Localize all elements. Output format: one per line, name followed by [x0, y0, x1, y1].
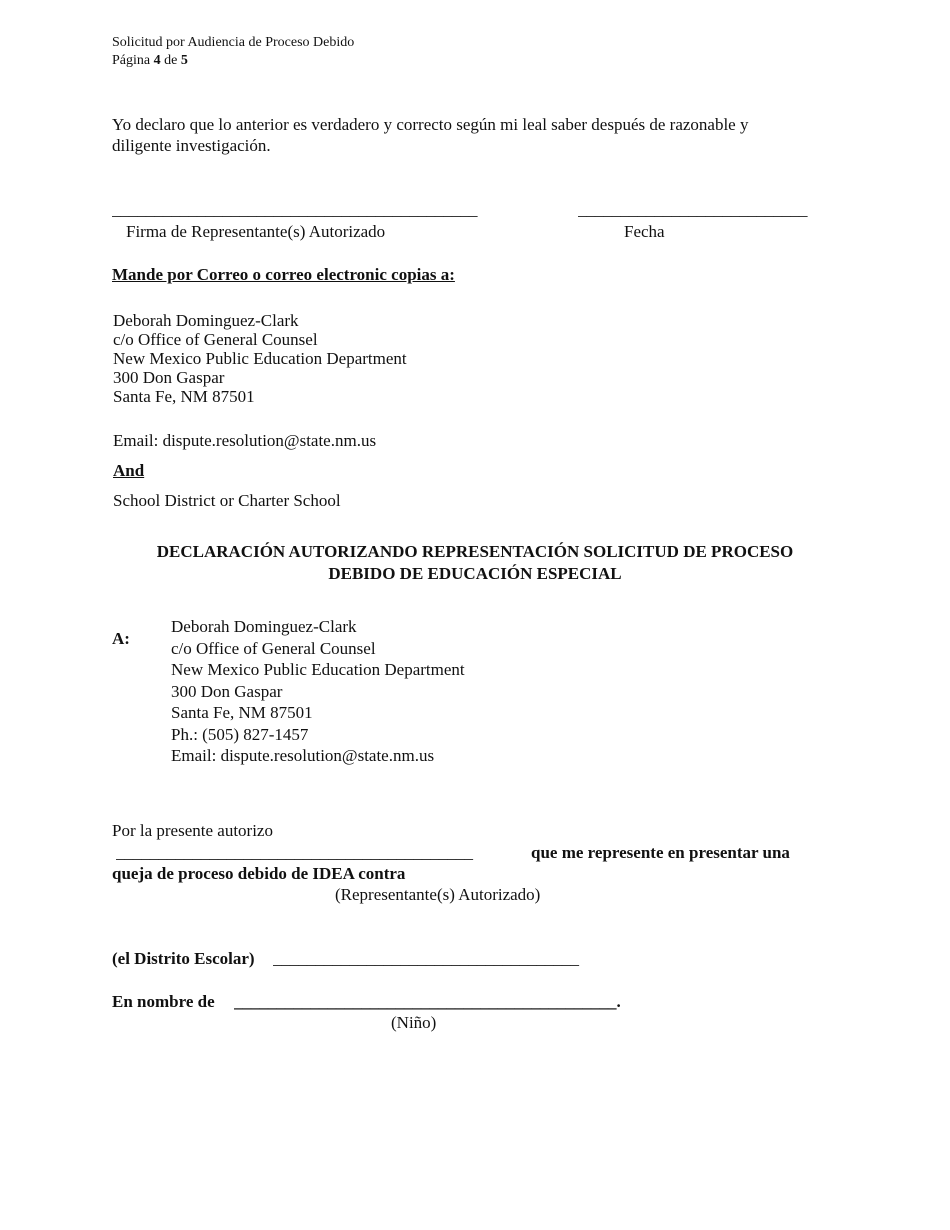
page-total: 5 — [180, 53, 188, 68]
child-caption: (Niño) — [391, 1013, 437, 1032]
representative-blank[interactable]: __________________________________________ — [116, 843, 473, 862]
address-line: New Mexico Public Education Department — [113, 349, 407, 368]
representative-caption: (Representante(s) Autorizado) — [335, 885, 541, 904]
authorization-title-line-1: DECLARACIÓN AUTORIZANDO REPRESENTACIÓN SOLICITUD DE PROCESO — [156, 542, 794, 561]
recipient-line: c/o Office of General Counsel — [171, 638, 376, 658]
address-line: Santa Fe, NM 87501 — [113, 387, 255, 406]
authorize-text: Por la presente autorizo — [112, 821, 273, 840]
representation-clause: que me represente en presentar una — [531, 843, 790, 862]
and-label: And — [113, 461, 145, 480]
signer-label: Firma de Representante(s) Autorizado — [126, 222, 386, 241]
declaration-line-1: Yo declaro que lo anterior es verdadero y correcto según mi leal saber después de razonable y — [112, 115, 749, 134]
page-number — [112, 52, 188, 70]
recipient-line: Ph.: (505) 827-1457 — [171, 724, 309, 744]
district-blank[interactable]: ____________________________________ — [273, 949, 579, 968]
form-title: Solicitud por Audiencia de Proceso Debido — [112, 35, 355, 50]
authorization-title-line-2: DEBIDO DE EDUCACIÓN ESPECIAL — [328, 564, 622, 583]
to-label: A: — [112, 629, 130, 648]
recipient-line: Email: dispute.resolution@state.nm.us — [171, 746, 435, 765]
recipient-line: 300 Don Gaspar — [171, 681, 283, 701]
declaration-line-2: diligente investigación. — [112, 136, 271, 155]
child-blank[interactable]: _____________________________________________. — [234, 992, 621, 1011]
address-line: 300 Don Gaspar — [113, 368, 225, 387]
recipient-line: Deborah Dominguez-Clark — [171, 617, 357, 636]
mail-heading: Mande por Correo o correo electronic copias a: — [112, 265, 455, 284]
page-prefix: Página — [112, 53, 151, 68]
page-sep: de — [164, 53, 178, 68]
date-label: Fecha — [624, 222, 665, 241]
date-line[interactable]: ___________________________ — [578, 200, 808, 219]
recipient-address — [171, 616, 465, 767]
address-line: Deborah Dominguez-Clark — [113, 311, 299, 330]
complaint-text: queja de proceso debido de IDEA contra — [112, 864, 406, 883]
school-label: School District or Charter School — [113, 491, 341, 510]
address-line: c/o Office of General Counsel — [113, 330, 318, 349]
recipient-line: Santa Fe, NM 87501 — [171, 703, 313, 722]
mail-email: Email: dispute.resolution@state.nm.us — [113, 431, 377, 450]
behalf-label: En nombre de — [112, 992, 215, 1011]
page-current: 4 — [153, 53, 161, 68]
recipient-line: New Mexico Public Education Department — [171, 660, 465, 679]
district-label: (el Distrito Escolar) — [112, 949, 255, 968]
signature-line[interactable]: ___________________________________________ — [112, 200, 478, 219]
mail-address — [113, 311, 407, 406]
